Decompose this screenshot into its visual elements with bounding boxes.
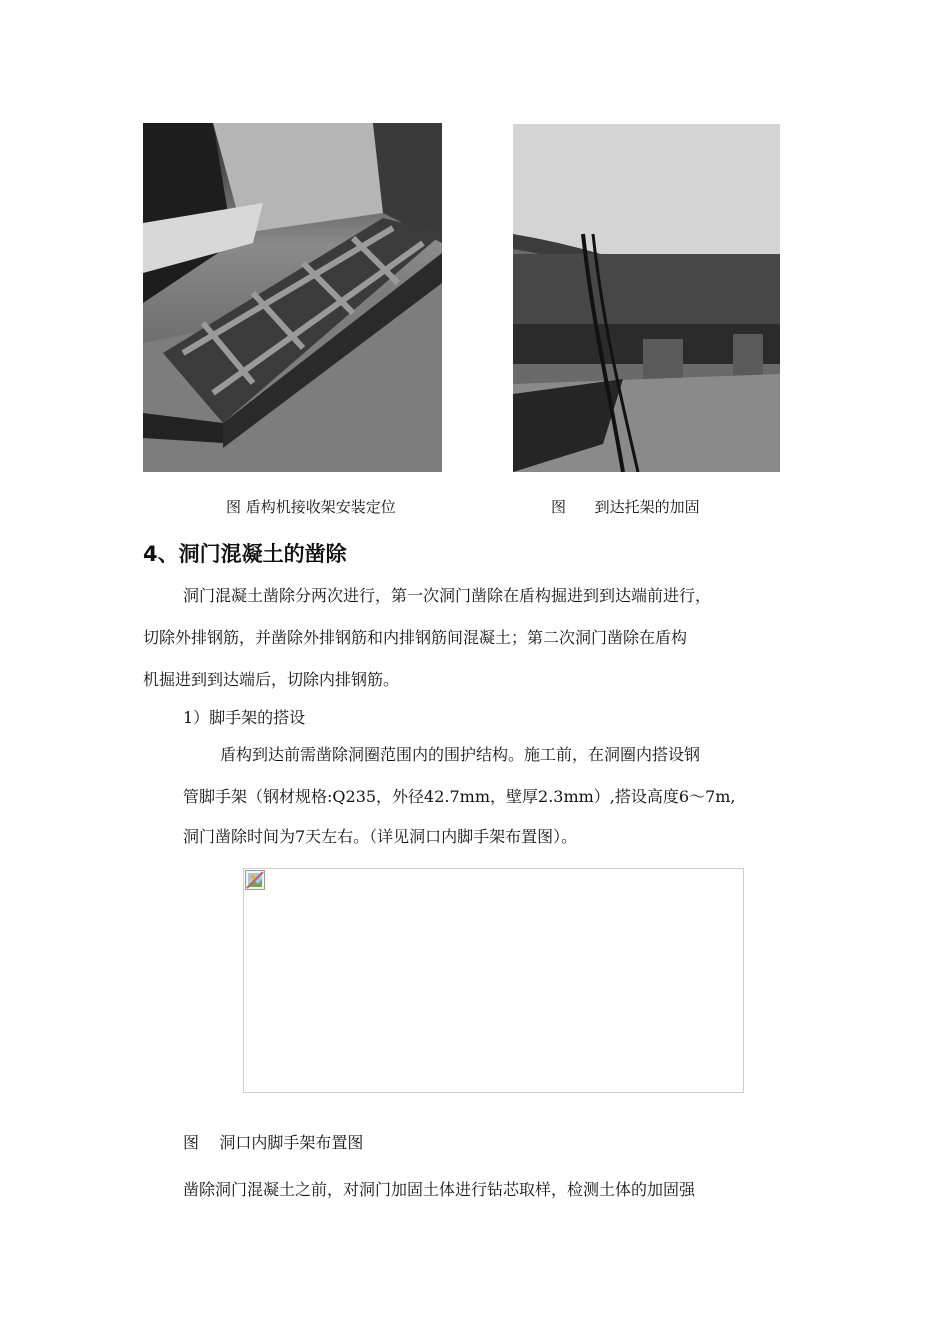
cradle-drawing [513, 124, 780, 472]
broken-image-icon [245, 870, 265, 890]
paragraph3-line-1: 凿除洞门混凝土之前，对洞门加固土体进行钻芯取样，检测土体的加固强 [183, 1180, 696, 1199]
photo-cradle-reinforcement [513, 124, 780, 472]
figure2-caption: 图 到达托架的加固 [551, 498, 700, 516]
subheading-scaffold: 1）脚手架的搭设 [183, 708, 306, 727]
paragraph2-line-3: 洞门凿除时间为7天左右。（详见洞口内脚手架布置图）。 [183, 827, 578, 846]
scaffold-layout-image-placeholder [243, 868, 744, 1093]
paragraph1-line-3: 机掘进到到达端后，切除内排钢筋。 [143, 670, 400, 689]
receiving-frame-drawing [143, 123, 442, 472]
paragraph2-line-2: 管脚手架（钢材规格:Q235，外径42.7mm，壁厚2.3mm）,搭设高度6～7m, [183, 787, 736, 806]
paragraph1-line-1: 洞门混凝土凿除分两次进行，第一次洞门凿除在盾构掘进到到达端前进行， [183, 586, 712, 605]
paragraph1-line-2: 切除外排钢筋，并凿除外排钢筋和内排钢筋间混凝土；第二次洞门凿除在盾构 [143, 628, 688, 647]
figure3-caption: 图 洞口内脚手架布置图 [183, 1133, 364, 1152]
figure1-caption: 图 盾构机接收架安装定位 [226, 498, 396, 516]
paragraph2-line-1: 盾构到达前需凿除洞圈范围内的围护结构。施工前，在洞圈内搭设钢 [220, 745, 701, 764]
section-heading: 4、洞门混凝土的凿除 [143, 542, 347, 566]
photo-receiving-frame [143, 123, 442, 472]
